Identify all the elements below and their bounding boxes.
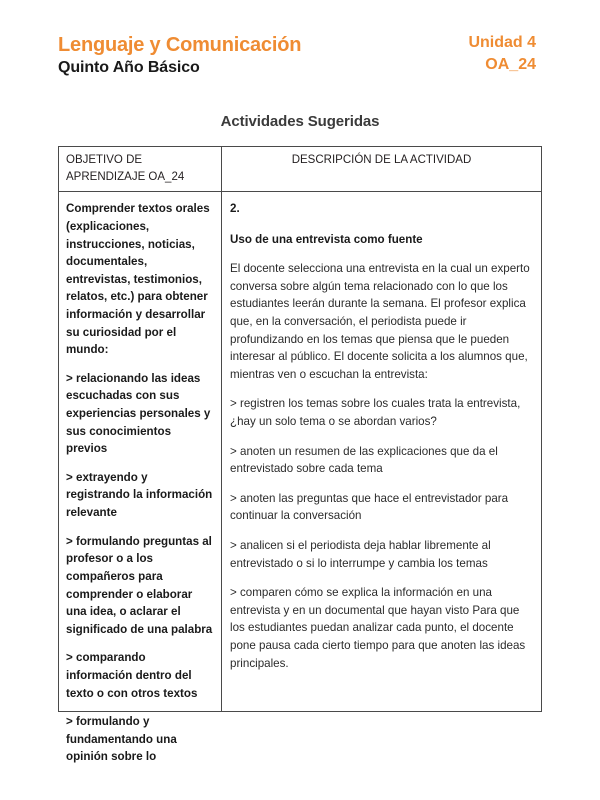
table-row [59, 192, 541, 764]
document-header [58, 33, 542, 78]
objective-item: > extrayendo y registrando la información relevante [66, 470, 213, 520]
oa-code-label: OA_24 [485, 55, 536, 73]
objective-item: > comparando información dentro del texto o con otros textos [66, 651, 198, 700]
activity-paragraph: > analicen si el periodista deja hablar libremente al entrevistado o si lo interrumpe y cambia los temas [230, 539, 491, 570]
grade-title: Quinto Año Básico [58, 59, 200, 77]
objective-item: > relacionando las ideas escuchadas con sus experiencias personales y sus conocimientos previos [66, 371, 211, 456]
page-title: Actividades Sugeridas [220, 113, 380, 130]
activity-paragraph: > comparen cómo se explica la información en una entrevista y en un documental que hayan visto Para que los estudiantes puedan analizar cada punto, el docente pone pausa cada cierto tiempo para que anoten las ideas principales. [230, 586, 526, 670]
activity-paragraph: > anoten un resumen de las explicaciones que da el entrevistado sobre cada tema [230, 444, 498, 476]
header-right-group [468, 33, 542, 74]
table-header-objective: OBJETIVO DE APRENDIZAJE OA_24 [59, 147, 222, 191]
objective-item: > formulando y fundamentando una opinión sobre lo [66, 715, 177, 764]
activity-paragraph: > anoten las preguntas que hace el entrevistador para continuar la conversación [230, 491, 509, 523]
description-cell [222, 192, 541, 711]
table-header-row [59, 147, 541, 192]
table-header-description: DESCRIPCIÓN DE LA ACTIVIDAD [291, 154, 472, 166]
header-left-group [58, 33, 301, 78]
objective-cell [59, 192, 222, 764]
activity-paragraph: El docente selecciona una entrevista en la cual un experto conversa sobre algún tema relacionado con lo que los estudiantes leerán durante la semana. El profesor explica que, en la conversación, el periodista puede ir profundizando en los temas que piensa que le pueden interesar al público. El docente solicita a los alumnos que, mientras ven o escuchan la entrevista: [230, 262, 530, 381]
activity-number: 2. [230, 202, 240, 216]
activity-subtitle: Uso de una entrevista como fuente [230, 232, 423, 246]
unit-label: Unidad 4 [468, 34, 536, 51]
activities-table [58, 146, 542, 764]
objective-item: > formulando preguntas al profesor o a los compañeros para comprender o elaborar una idea, o aclarar el significado de una palabra [66, 534, 213, 636]
activity-paragraph: > registren los temas sobre los cuales trata la entrevista, ¿hay un solo tema o se abordan varios? [230, 397, 521, 428]
subject-title: Lenguaje y Comunicación [58, 34, 302, 56]
objective-intro-text: Comprender textos orales (explicaciones, instrucciones, noticias, documentales, entrevistas, testimonios, relatos, etc.) para obtener información y desarrollar su curiosidad por el mundo: [66, 202, 210, 357]
